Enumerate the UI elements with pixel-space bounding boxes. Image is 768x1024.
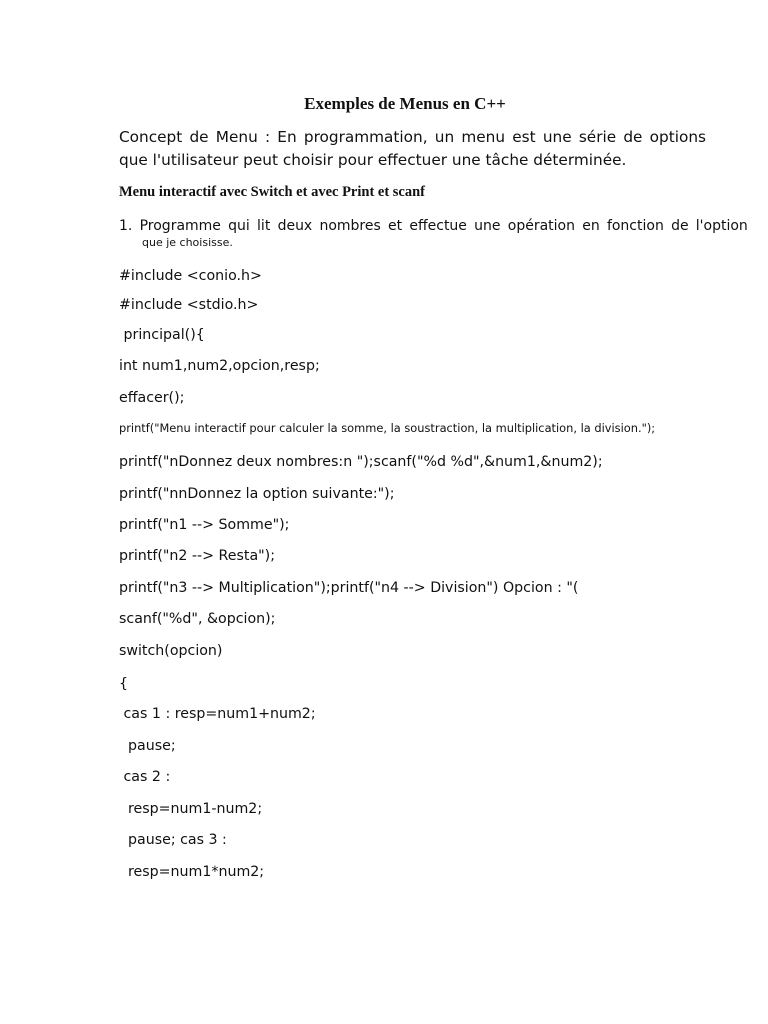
code-line: effacer();	[119, 390, 185, 406]
code-line: pause;	[119, 738, 176, 754]
item-word: deux	[277, 218, 313, 234]
code-line: {	[119, 676, 129, 692]
code-line: pause; cas 3 :	[119, 832, 227, 848]
item-word: nombres	[319, 218, 381, 234]
code-line: switch(opcion)	[119, 643, 223, 659]
code-line: printf("nDonnez deux nombres:n ");scanf("%d %d",&num1,&num2);	[119, 454, 603, 470]
code-line: printf("n1 --> Somme");	[119, 517, 290, 533]
item-second-line: que je choisisse.	[142, 236, 233, 249]
item-first-line	[119, 216, 748, 236]
code-line: cas 2 :	[119, 769, 171, 785]
code-line: printf("n3 --> Multiplication");printf("n4 --> Division") Opcion : "(	[119, 580, 579, 596]
item-word: fonction	[606, 218, 664, 234]
code-line: scanf("%d", &opcion);	[119, 611, 276, 627]
item-word: de	[671, 218, 689, 234]
item-word: lit	[257, 218, 271, 234]
concept-paragraph: Concept de Menu : En programmation, un menu est une série de options que l'utilisateur peut choisir pour effectuer une tâche déterminée.	[119, 128, 706, 169]
code-line: principal(){	[119, 327, 205, 343]
item-word: une	[474, 218, 501, 234]
item-word: Programme	[139, 218, 221, 234]
item-word: et	[388, 218, 403, 234]
section-subtitle: Menu interactif avec Switch et avec Print et scanf	[119, 184, 426, 200]
item-word: l'option	[695, 218, 748, 234]
document-title: Exemples de Menus en C++	[304, 94, 506, 113]
code-line: #include <stdio.h>	[119, 297, 259, 313]
code-line: cas 1 : resp=num1+num2;	[119, 706, 316, 722]
item-word: effectue	[409, 218, 467, 234]
item-word: 1.	[119, 218, 133, 234]
item-word: qui	[228, 218, 250, 234]
code-line: #include <conio.h>	[119, 268, 262, 284]
code-line: int num1,num2,opcion,resp;	[119, 358, 320, 374]
item-word: opération	[507, 218, 575, 234]
code-line: resp=num1*num2;	[119, 864, 265, 880]
code-line: printf("n2 --> Resta");	[119, 548, 275, 564]
numbered-item	[119, 216, 748, 250]
code-line: printf("nnDonnez la option suivante:");	[119, 486, 395, 502]
code-line: resp=num1-num2;	[119, 801, 263, 817]
item-word: en	[582, 218, 600, 234]
code-line: printf("Menu interactif pour calculer la somme, la soustraction, la multiplication, la division.");	[119, 421, 656, 435]
